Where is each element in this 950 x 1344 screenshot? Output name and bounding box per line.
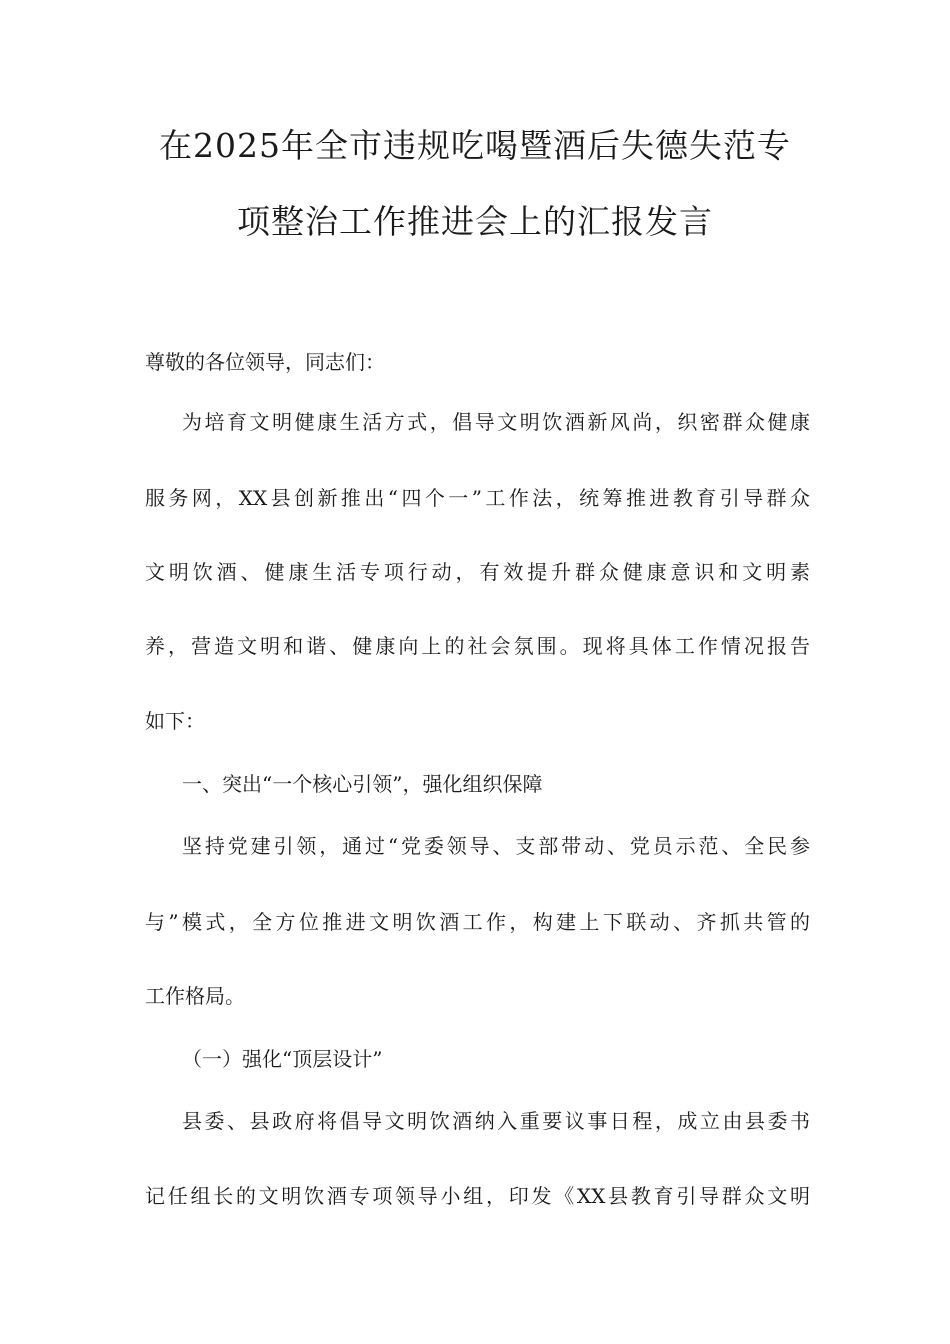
subsection-heading-1: （一）强化“顶层设计” xyxy=(182,1047,383,1071)
paragraph-1-line-4: 养，营造文明和谐、健康向上的社会氛围。现将具体工作情况报告 xyxy=(145,634,810,658)
document-title-line-2: 项整治工作推进会上的汇报发言 xyxy=(237,202,713,241)
paragraph-1-line-1: 为培育文明健康生活方式，倡导文明饮酒新风尚，织密群众健康 xyxy=(182,410,810,434)
paragraph-3-line-1: 县委、县政府将倡导文明饮酒纳入重要议事日程，成立由县委书 xyxy=(182,1109,810,1133)
document-title-line-1: 在2025年全市违规吃喝暨酒后失德失范专 xyxy=(159,126,791,165)
paragraph-1-line-2: 服务网，XX县创新推出“四个一”工作法，统筹推进教育引导群众 xyxy=(145,486,810,510)
paragraph-2-line-3: 工作格局。 xyxy=(145,984,245,1008)
paragraph-3-line-2: 记任组长的文明饮酒专项领导小组，印发《XX县教育引导群众文明 xyxy=(145,1184,810,1208)
section-heading-1: 一、突出“一个核心引领”，强化组织保障 xyxy=(182,772,543,796)
paragraph-2-line-2: 与”模式，全方位推进文明饮酒工作，构建上下联动、齐抓共管的 xyxy=(145,910,810,934)
paragraph-1-line-3: 文明饮酒、健康生活专项行动，有效提升群众健康意识和文明素 xyxy=(145,560,810,584)
paragraph-1-line-5: 如下： xyxy=(145,709,205,733)
paragraph-2-line-1: 坚持党建引领，通过“党委领导、支部带动、党员示范、全民参 xyxy=(182,834,810,858)
salutation: 尊敬的各位领导，同志们： xyxy=(145,350,385,374)
